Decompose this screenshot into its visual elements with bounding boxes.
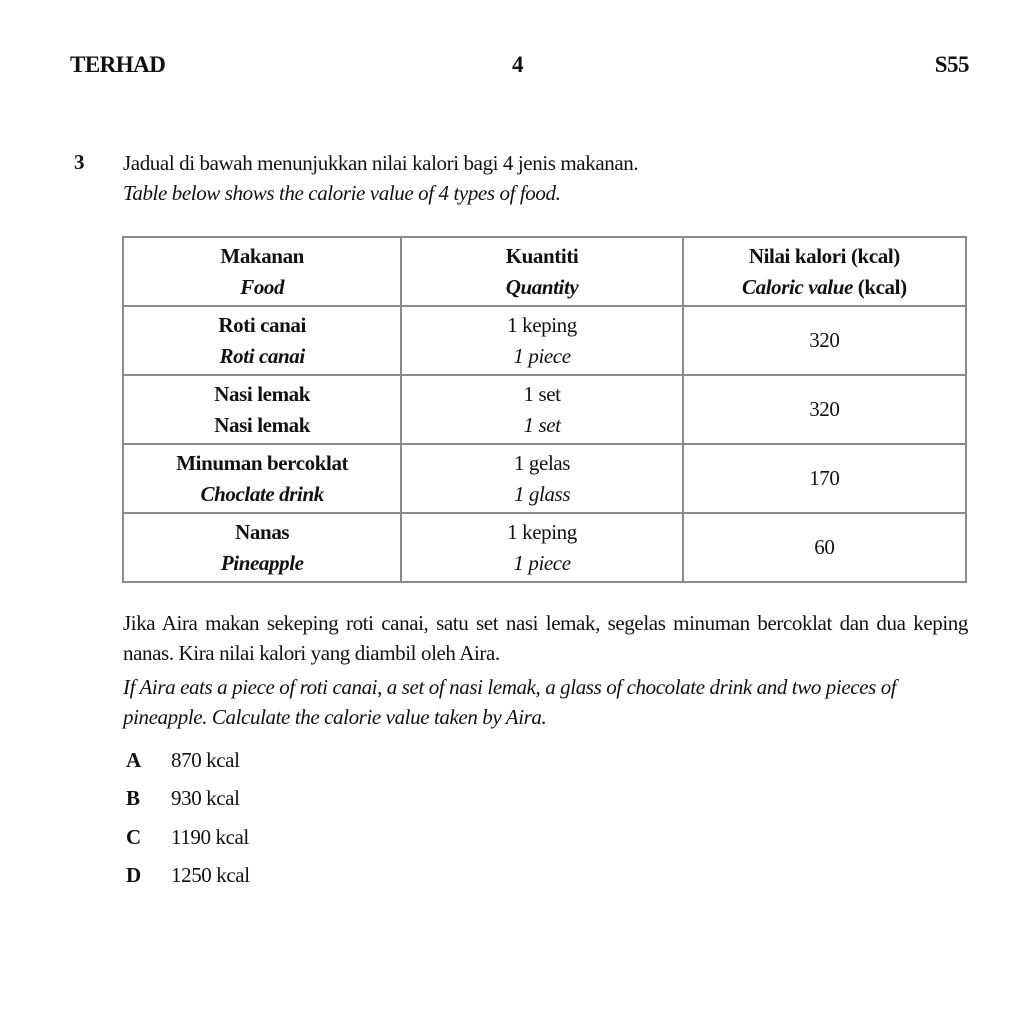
calorie-table	[122, 236, 967, 583]
question-stem-english: Table below shows the calorie value of 4 types of food.	[123, 181, 561, 205]
table-header-row	[123, 237, 966, 306]
header-label-english: Quantity	[505, 274, 579, 299]
paper-code: S55	[934, 52, 969, 77]
header-caloric-value	[683, 237, 966, 306]
question-stem-malay: Jadual di bawah menunjukkan nilai kalori bagi 4 jenis makanan.	[123, 151, 639, 175]
food-name-english: Nasi lemak	[214, 412, 311, 437]
question-number: 3	[74, 150, 85, 174]
quantity-malay: 1 gelas	[513, 450, 571, 475]
quantity-cell	[401, 306, 682, 375]
calorie-cell: 320	[683, 375, 966, 444]
food-cell	[123, 513, 401, 582]
option-text: 1190 kcal	[171, 825, 249, 849]
food-name-malay: Nanas	[235, 519, 290, 544]
header-food	[123, 237, 401, 306]
quantity-english: 1 glass	[513, 481, 571, 506]
option-letter: B	[126, 786, 140, 810]
answer-option-d[interactable]	[126, 863, 250, 888]
header-label-english: Caloric value	[742, 274, 853, 299]
header-label-malay: Makanan	[220, 243, 304, 268]
table-row	[123, 444, 966, 513]
header-label-english-wrap	[684, 272, 965, 303]
food-name-english: Roti canai	[219, 343, 305, 368]
answer-option-c[interactable]	[126, 825, 249, 850]
answer-option-b[interactable]	[126, 786, 240, 811]
quantity-malay: 1 keping	[507, 312, 577, 337]
quantity-english: 1 piece	[513, 343, 571, 368]
table-row	[123, 375, 966, 444]
header-label-malay: Nilai kalori (kcal)	[748, 243, 900, 268]
quantity-english: 1 piece	[513, 550, 571, 575]
calorie-cell: 60	[683, 513, 966, 582]
header-unit: (kcal)	[852, 274, 907, 299]
quantity-cell	[401, 375, 682, 444]
header-label-malay: Kuantiti	[505, 243, 579, 268]
food-cell	[123, 375, 401, 444]
food-cell	[123, 306, 401, 375]
food-name-malay: Minuman bercoklat	[176, 450, 349, 475]
option-letter: D	[126, 863, 141, 887]
food-name-english: Choclate drink	[200, 481, 324, 506]
option-letter: A	[126, 748, 141, 772]
food-name-malay: Nasi lemak	[214, 381, 311, 406]
food-cell	[123, 444, 401, 513]
option-letter: C	[126, 825, 141, 849]
quantity-malay: 1 keping	[507, 519, 577, 544]
problem-text-english: If Aira eats a piece of roti canai, a set of nasi lemak, a glass of chocolate drink and two pieces of pineapple. Calculate the calorie value taken by Aira.	[123, 675, 897, 729]
page-number: 4	[512, 52, 523, 77]
table-row	[123, 513, 966, 582]
calorie-cell: 320	[683, 306, 966, 375]
quantity-malay: 1 set	[523, 381, 561, 406]
quantity-cell	[401, 513, 682, 582]
header-quantity	[401, 237, 682, 306]
quantity-cell	[401, 444, 682, 513]
option-text: 930 kcal	[171, 786, 240, 810]
food-name-english: Pineapple	[220, 550, 304, 575]
header-label-english: Food	[240, 274, 285, 299]
option-text: 870 kcal	[171, 748, 240, 772]
option-text: 1250 kcal	[171, 863, 250, 887]
quantity-english: 1 set	[523, 412, 561, 437]
header-classification: TERHAD	[70, 52, 166, 77]
problem-text-malay: Jika Aira makan sekeping roti canai, satu set nasi lemak, segelas minuman bercoklat dan dua keping nanas. Kira nilai kalori yang diambil oleh Aira.	[123, 611, 968, 665]
answer-option-a[interactable]	[126, 748, 240, 773]
food-name-malay: Roti canai	[218, 312, 306, 337]
table-row	[123, 306, 966, 375]
calorie-cell: 170	[683, 444, 966, 513]
